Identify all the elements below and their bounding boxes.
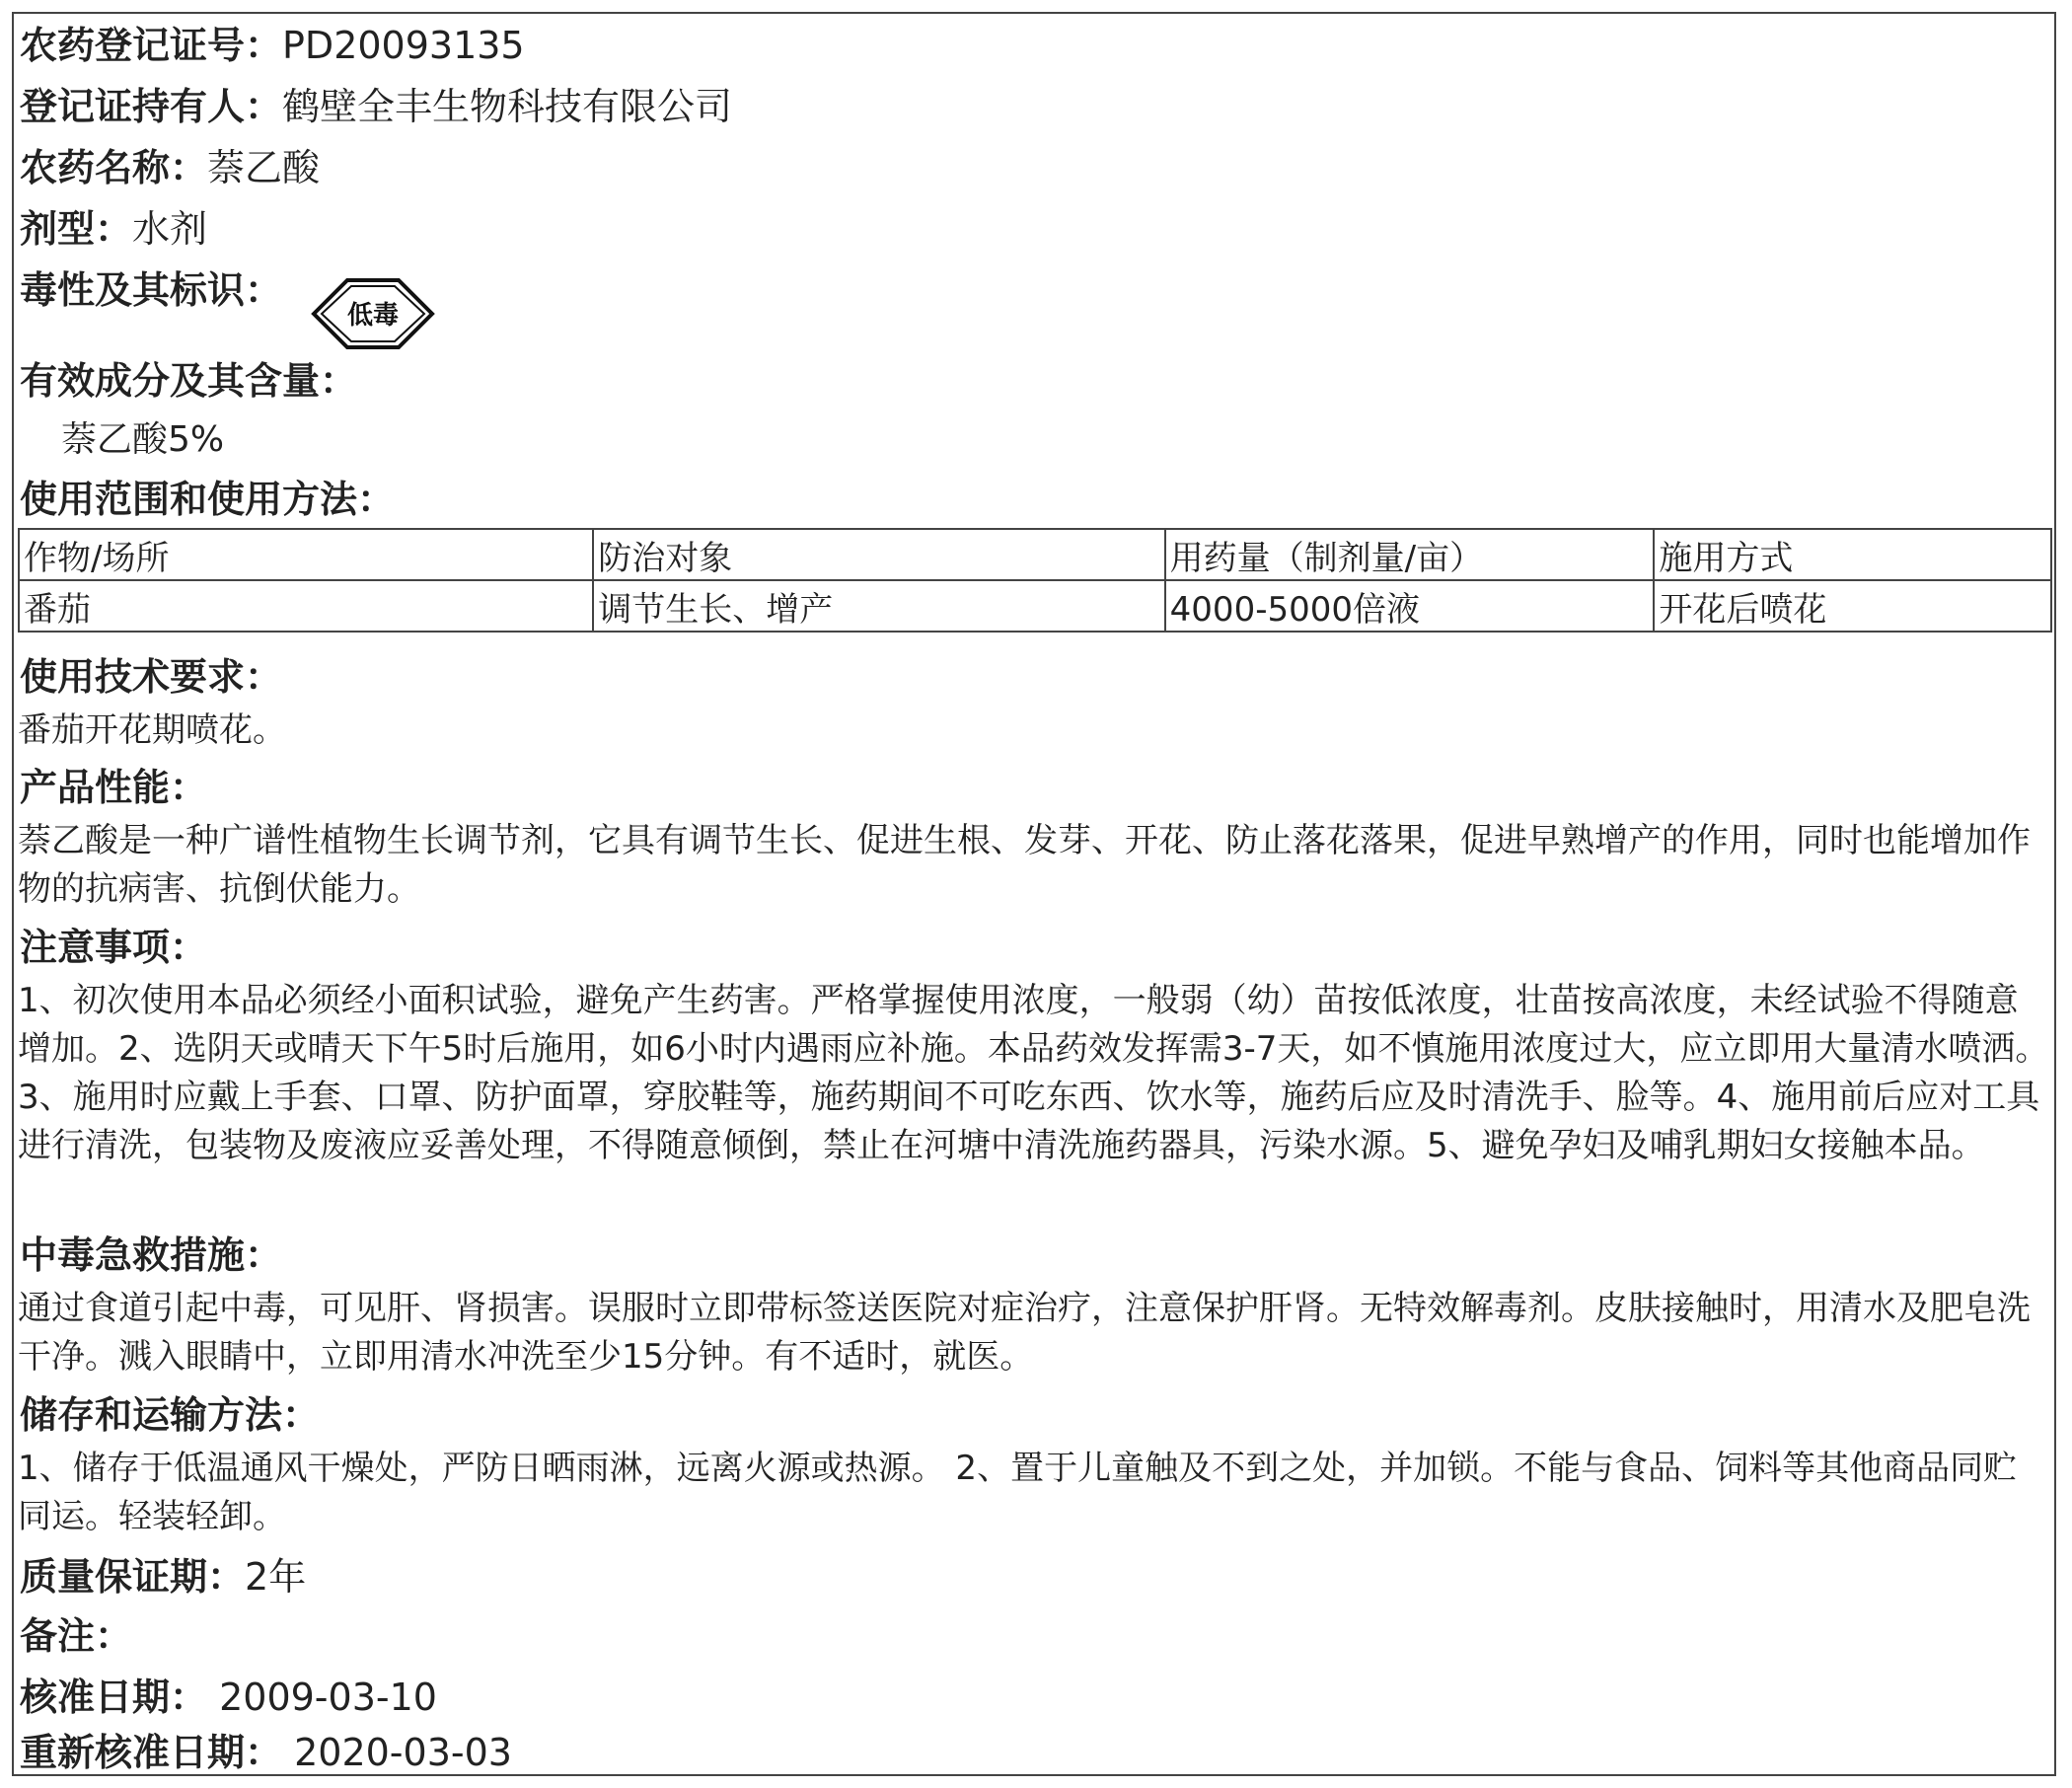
- ingredients-label: 有效成分及其含量：: [20, 359, 358, 403]
- table-row: [19, 580, 2051, 632]
- usage-label: 使用范围和使用方法：: [20, 478, 396, 521]
- shelf-life-label: 质量保证期：: [20, 1555, 246, 1599]
- first-aid-label: 中毒急救措施：: [20, 1233, 283, 1277]
- table-header-cell: 施用方式: [1654, 529, 2051, 580]
- ingredients-row: [20, 357, 357, 405]
- table-header-cell: 防治对象: [593, 529, 1164, 580]
- holder-label: 登记证持有人：: [20, 85, 283, 128]
- table-header-cell: 用药量（制剂量/亩）: [1165, 529, 1655, 580]
- performance-label: 产品性能：: [20, 766, 208, 809]
- technical-label: 使用技术要求：: [20, 655, 283, 699]
- formulation-label: 剂型：: [20, 207, 133, 251]
- registration-number-value: PD20093135: [282, 24, 525, 67]
- approval-date-row: [20, 1674, 437, 1721]
- table-cell: 开花后喷花: [1654, 580, 2051, 632]
- performance-row: [20, 764, 207, 811]
- shelf-life-row: [20, 1553, 306, 1601]
- remarks-label: 备注：: [20, 1614, 133, 1658]
- pesticide-name-value: 萘乙酸: [207, 146, 321, 189]
- reapproval-date-row: [20, 1729, 512, 1776]
- formulation-value: 水剂: [132, 207, 208, 251]
- pesticide-name-label: 农药名称：: [20, 146, 208, 189]
- table-cell: 番茄: [19, 580, 593, 632]
- table-header-cell: 作物/场所: [19, 529, 593, 580]
- registration-number-label: 农药登记证号：: [20, 24, 283, 67]
- registration-record: [12, 12, 2056, 1776]
- holder-row: [20, 83, 732, 130]
- storage-label: 储存和运输方法：: [20, 1393, 321, 1437]
- low-toxicity-diamond-icon: [306, 268, 440, 359]
- formulation-row: [20, 205, 207, 253]
- usage-row: [20, 476, 395, 523]
- precautions-label: 注意事项：: [20, 926, 208, 969]
- table-header-row: [19, 529, 2051, 580]
- toxicity-badge-text: 低毒: [346, 301, 400, 331]
- storage-row: [20, 1391, 320, 1439]
- approval-date-value: 2009-03-10: [207, 1676, 437, 1719]
- technical-row: [20, 653, 282, 701]
- table-cell: 4000-5000倍液: [1165, 580, 1655, 632]
- reapproval-date-label: 重新核准日期：: [20, 1731, 283, 1774]
- toxicity-row: [20, 266, 282, 314]
- performance-text: 萘乙酸是一种广谱性植物生长调节剂，它具有调节生长、促进生根、发芽、开花、防止落花落果，促进早熟增产的作用，同时也能增加作物的抗病害、抗倒伏能力。: [18, 821, 2031, 909]
- table-cell: 调节生长、增产: [593, 580, 1164, 632]
- first-aid-text: 通过食道引起中毒，可见肝、肾损害。误服时立即带标签送医院对症治疗，注意保护肝肾。无特效解毒剂。皮肤接触时，用清水及肥皂洗干净。溅入眼睛中，立即用清水冲洗至少15分钟。有不适时，就医。: [18, 1289, 2031, 1377]
- ingredients-value: 萘乙酸5%: [61, 419, 225, 460]
- storage-text: 1、储存于低温通风干燥处，严防日晒雨淋，远离火源或热源。 2、置于儿童触及不到之处，并加锁。不能与食品、饲料等其他商品同贮同运。轻装轻卸。: [18, 1449, 2018, 1536]
- registration-number-row: [20, 22, 525, 69]
- approval-date-label: 核准日期：: [20, 1676, 208, 1719]
- precautions-text: 1、初次使用本品必须经小面积试验，避免产生药害。严格掌握使用浓度，一般弱（幼）苗按低浓度，壮苗按高浓度，未经试验不得随意增加。2、选阴天或晴天下午5时后施用，如6小时内遇雨应补施。本品药效发挥需3-7天，如不慎施用浓度过大，应立即用大量清水喷洒。3、施用时应戴上手套、口罩、防护面罩，穿胶鞋等，施药期间不可吃东西、饮水等，施药后应及时清洗手、脸等。4、施用前后应对工具进行清洗，包装物及废液应妥善处理，不得随意倾倒，禁止在河塘中清洗施药器具，污染水源。5、避免孕妇及哺乳期妇女接触本品。: [18, 981, 2049, 1165]
- precautions-row: [20, 924, 207, 971]
- pesticide-name-row: [20, 144, 320, 191]
- reapproval-date-value: 2020-03-03: [282, 1731, 512, 1774]
- toxicity-label: 毒性及其标识：: [20, 268, 283, 312]
- technical-text: 番茄开花期喷花。: [18, 710, 286, 750]
- first-aid-row: [20, 1231, 282, 1279]
- remarks-row: [20, 1612, 132, 1660]
- usage-table: [18, 528, 2052, 633]
- holder-value: 鹤壁全丰生物科技有限公司: [282, 85, 733, 128]
- shelf-life-value: 2年: [245, 1555, 307, 1599]
